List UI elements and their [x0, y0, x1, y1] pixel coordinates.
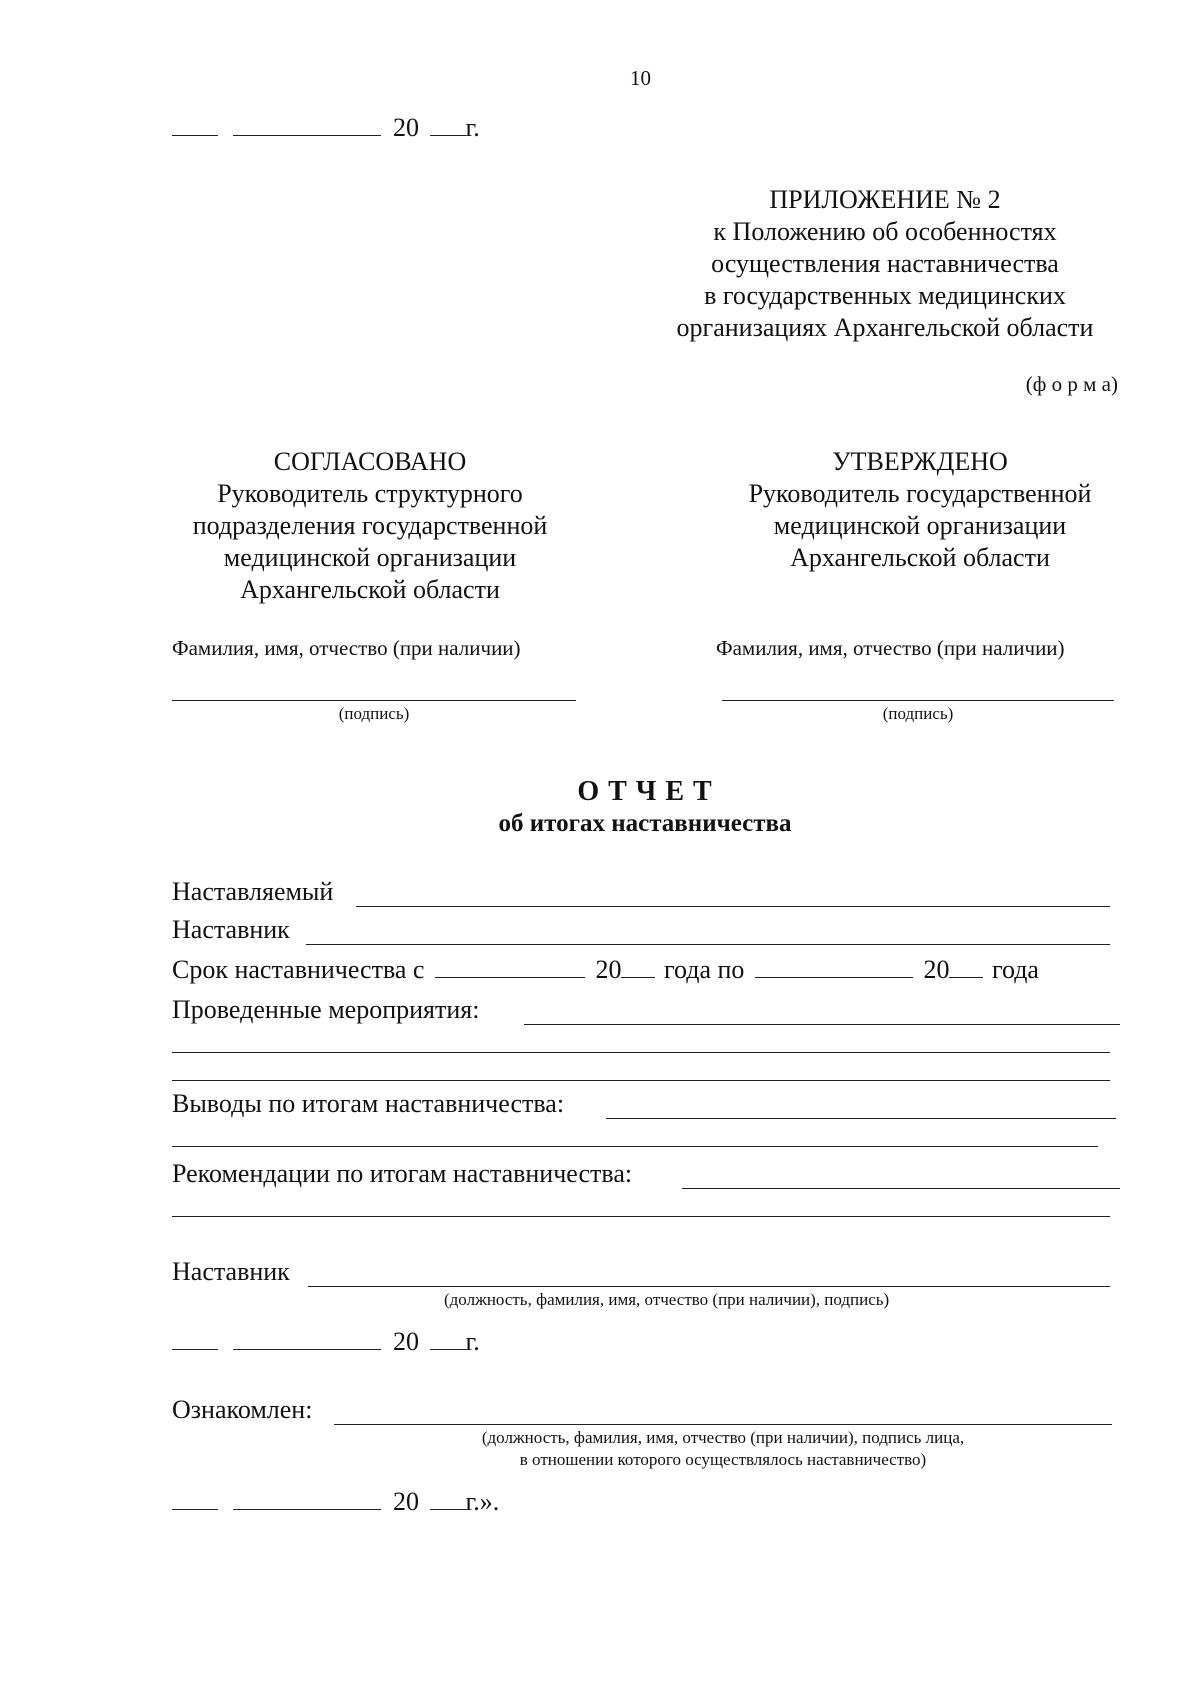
year-blank — [430, 1508, 466, 1510]
appendix-line: к Положению об особенностях — [713, 217, 1057, 246]
month-blank — [233, 134, 381, 136]
agreed-title: СОГЛАСОВАНО — [273, 447, 467, 476]
mentee-line — [356, 906, 1110, 907]
year-prefix: 20 — [393, 113, 419, 142]
approved-name-label: Фамилия, имя, отчество (при наличии) — [716, 636, 1065, 660]
term-year-blank-1 — [621, 976, 655, 978]
approved-line: Руководитель государственной — [748, 479, 1092, 508]
mentor-line — [306, 944, 1110, 945]
term-start-blank — [435, 976, 585, 978]
approved-line: медицинской организации — [773, 511, 1067, 540]
signoff-mentor-label: Наставник — [172, 1257, 290, 1286]
term-row — [172, 954, 1039, 986]
signoff-date-1 — [172, 1326, 480, 1358]
appendix-title: ПРИЛОЖЕНИЕ № 2 — [769, 185, 1001, 214]
approved-title: УТВЕРЖДЕНО — [832, 447, 1008, 476]
month-blank — [233, 1348, 381, 1350]
agreed-signature-label: (подпись) — [338, 704, 410, 723]
year-prefix: 20 — [393, 1487, 419, 1516]
recommendations-line-1 — [682, 1188, 1120, 1189]
term-to-label: года по — [663, 955, 745, 984]
year-suffix: г.». — [465, 1487, 500, 1516]
term-year-prefix-2: 20 — [923, 955, 950, 984]
term-end-blank — [755, 976, 913, 978]
approved-signature-label: (подпись) — [882, 704, 954, 723]
day-blank — [172, 1348, 218, 1350]
conclusions-label: Выводы по итогам наставничества: — [172, 1089, 565, 1118]
term-end-label: года — [991, 955, 1039, 984]
report-subtitle: об итогах наставничества — [498, 810, 792, 837]
approved-signature-line — [722, 700, 1114, 701]
term-from-label: Срок наставничества с — [172, 955, 425, 984]
year-suffix: г. — [465, 1327, 480, 1356]
agreed-name-label: Фамилия, имя, отчество (при наличии) — [172, 636, 521, 660]
conclusions-line-2 — [172, 1146, 1098, 1147]
term-year-blank-2 — [949, 976, 983, 978]
appendix-line: организациях Архангельской области — [676, 313, 1094, 342]
acquainted-label: Ознакомлен: — [172, 1395, 313, 1424]
appendix-line: в государственных медицинских — [704, 281, 1066, 310]
year-blank — [430, 1348, 466, 1350]
activities-line-2 — [172, 1052, 1110, 1053]
acquainted-line — [334, 1424, 1112, 1425]
year-blank — [430, 134, 466, 136]
recommendations-line-2 — [172, 1216, 1110, 1217]
signoff-mentor-caption: (должность, фамилия, имя, отчество (при наличии), подпись) — [444, 1290, 890, 1309]
agreed-line: Архангельской области — [240, 575, 500, 604]
agreed-line: Руководитель структурного — [217, 479, 523, 508]
recommendations-label: Рекомендации по итогам наставничества: — [172, 1159, 633, 1188]
conclusions-line-1 — [606, 1118, 1116, 1119]
approved-line: Архангельской области — [790, 543, 1050, 572]
year-suffix: г. — [465, 113, 480, 142]
agreed-line: медицинской организации — [223, 543, 517, 572]
form-label: (ф о р м а) — [1025, 372, 1118, 396]
page-number: 10 — [630, 66, 651, 90]
mentor-label: Наставник — [172, 915, 290, 944]
month-blank — [233, 1508, 381, 1510]
acquainted-caption-1: (должность, фамилия, имя, отчество (при наличии), подпись лица, — [481, 1428, 965, 1447]
activities-line-3 — [172, 1080, 1110, 1081]
activities-line-1 — [524, 1024, 1120, 1025]
report-title: О Т Ч Е Т — [577, 776, 713, 807]
day-blank — [172, 134, 218, 136]
year-prefix: 20 — [393, 1327, 419, 1356]
term-year-prefix-1: 20 — [595, 955, 622, 984]
agreed-signature-line — [172, 700, 576, 701]
agreed-block — [160, 446, 580, 606]
mentee-label: Наставляемый — [172, 877, 334, 906]
agreed-line: подразделения государственной — [192, 511, 548, 540]
activities-label: Проведенные мероприятия: — [172, 995, 480, 1024]
appendix-line: осуществления наставничества — [711, 249, 1059, 278]
appendix-block — [650, 184, 1120, 344]
approved-block — [700, 446, 1140, 574]
top-date — [172, 112, 480, 144]
signoff-date-2 — [172, 1486, 499, 1518]
signoff-mentor-line — [308, 1286, 1110, 1287]
acquainted-caption-2: в отношении которого осуществлялось наставничество) — [519, 1450, 927, 1469]
day-blank — [172, 1508, 218, 1510]
